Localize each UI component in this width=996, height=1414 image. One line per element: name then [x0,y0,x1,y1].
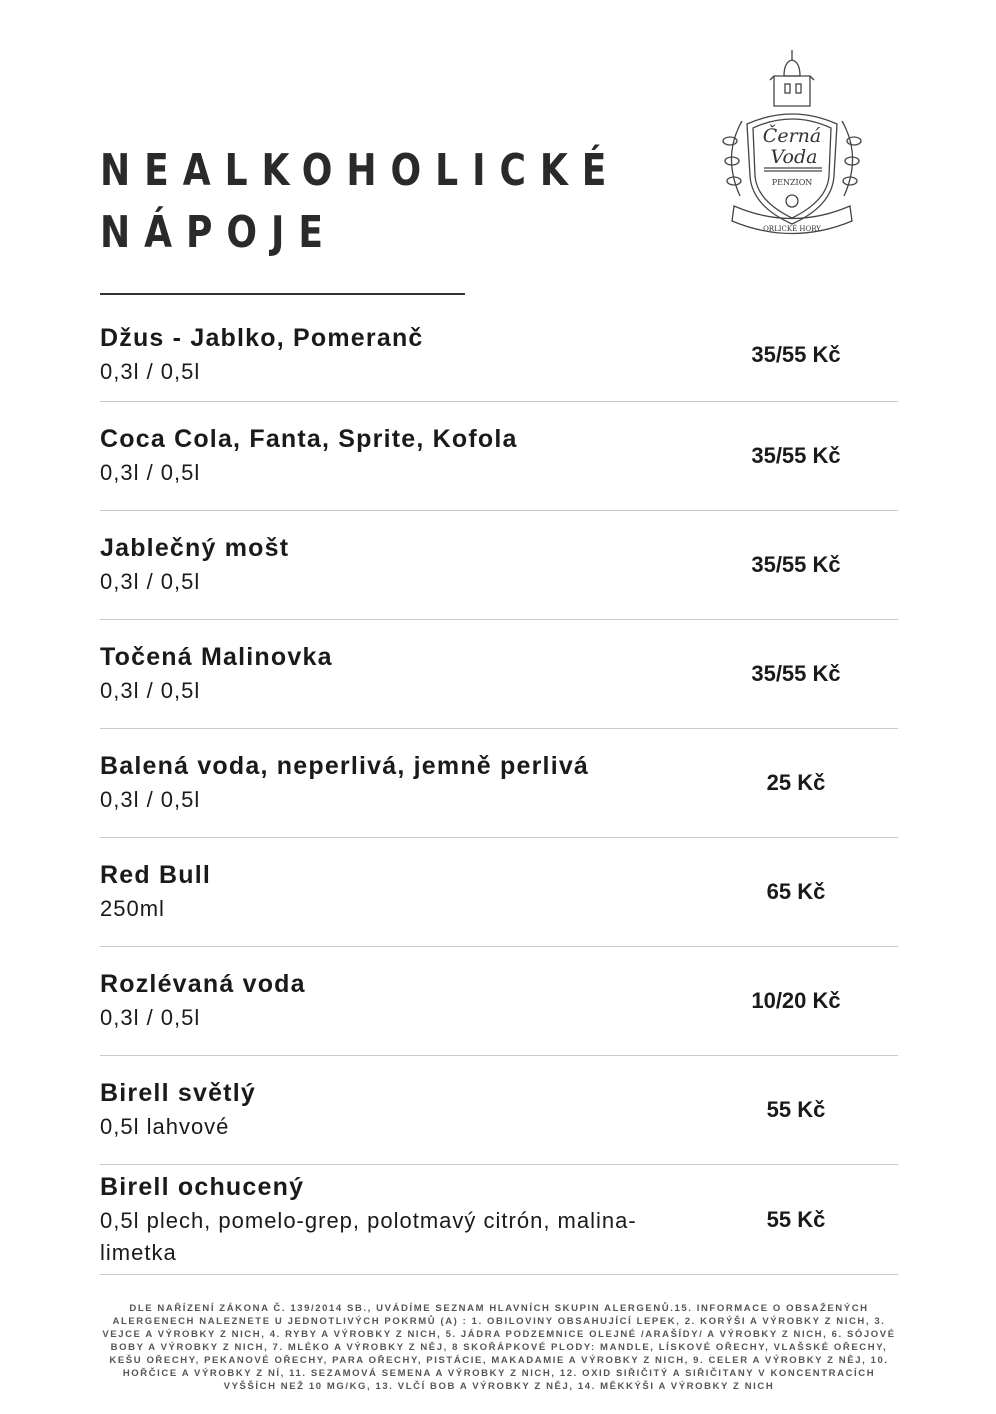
item-volume: 0,3l / 0,5l [100,678,201,703]
menu-item [100,838,898,947]
item-name: Balená voda, neperlivá, jemně perlivá [100,752,590,780]
menu-item [100,620,898,729]
menu-item [100,402,898,511]
menu-item [100,1056,898,1165]
item-volume: 0,3l / 0,5l [100,787,201,812]
item-name: Birell ochucený [100,1172,305,1201]
item-price: 35/55 Kč [751,661,841,686]
item-name: Točená Malinovka [100,643,333,671]
item-volume: 0,5l plech, pomelo-grep, polotmavý citrón, malina-limetka [100,1207,637,1265]
title-divider [100,293,465,295]
menu-item [100,308,898,402]
drinks-list [100,308,898,1275]
item-price: 55 Kč [766,1206,826,1232]
item-name: Coca Cola, Fanta, Sprite, Kofola [100,425,518,453]
item-volume: 0,3l / 0,5l [100,358,201,384]
item-volume: 0,3l / 0,5l [100,1005,201,1030]
svg-text:Černá: Černá [762,125,822,147]
svg-text:PENZION: PENZION [771,178,813,187]
item-name: Jablečný mošt [100,534,290,562]
item-price: 35/55 Kč [751,443,841,468]
item-name: Džus - Jablko, Pomeranč [100,323,424,352]
penzion-logo [712,46,872,246]
title-line-2: NÁPOJE [100,207,337,258]
svg-text:ORLICKÉ HORY: ORLICKÉ HORY [763,225,821,233]
menu-item [100,511,898,620]
svg-text:Voda: Voda [770,146,818,168]
item-volume: 0,3l / 0,5l [100,460,201,485]
item-name: Red Bull [100,861,211,889]
allergen-notice: DLE NAŘÍZENÍ ZÁKONA Č. 139/2014 SB., UVÁDÍME SEZNAM HLAVNÍCH SKUPIN ALERGENŮ.15. INFORMACE O OBSAŽENÝCH ALERGENECH NALEZNETE U JEDNOTLIVÝCH POKRMŮ (A) : 1. OBILOVINY OBSAHUJÍCÍ LEPEK, 2. KORÝŠI A VÝROBKY Z NICH, 3. VEJCE A VÝROBKY Z NICH, 4. RYBY A VÝROBKY Z NICH, 5. JÁDRA PODZEMNICE OLEJNÉ /ARAŠÍDY/ A VÝROBKY Z NICH, 6. SÓJOVÉ BOBY A VÝROBKY Z NICH, 7. MLÉKO A VÝROBKY Z NĚJ, 8 SKOŘÁPKOVÉ PLODY: MANDLE, LÍSKOVÉ OŘECHY, VLAŠSKÉ OŘECHY, KEŠU OŘECHY, PEKANOVÉ OŘECHY, PARA OŘECHY, PISTÁCIE, MAKADAMIE A VÝROBKY Z NICH, 9. CELER A VÝROBKY Z NĚJ, 10. HOŘČICE A VÝROBKY Z NÍ, 11. SEZAMOVÁ SEMENA A VÝROBKY Z NICH, 12. OXID SIŘIČITÝ A SIŘIČITANY V KONCENTRACÍCH VYŠŠÍCH NEŽ 10 MG/KG, 13. VLČÍ BOB A VÝROBKY Z NĚJ, 14. MĚKKÝŠI A VÝROBKY Z NICH [102,1303,896,1392]
item-volume: 0,3l / 0,5l [100,569,201,594]
item-price: 25 Kč [766,770,826,795]
item-price: 65 Kč [766,879,826,904]
item-price: 10/20 Kč [751,988,841,1013]
menu-item [100,947,898,1056]
item-price: 35/55 Kč [751,341,841,367]
menu-item [100,1165,898,1275]
item-volume: 0,5l lahvové [100,1114,230,1139]
item-name: Rozlévaná voda [100,970,306,998]
item-price: 55 Kč [766,1097,826,1122]
menu-item [100,729,898,838]
title-line-1: NEALKOHOLICKÉ [100,145,621,196]
item-name: Birell světlý [100,1079,256,1107]
page-title [100,140,620,264]
item-price: 35/55 Kč [751,552,841,577]
item-volume: 250ml [100,896,165,921]
